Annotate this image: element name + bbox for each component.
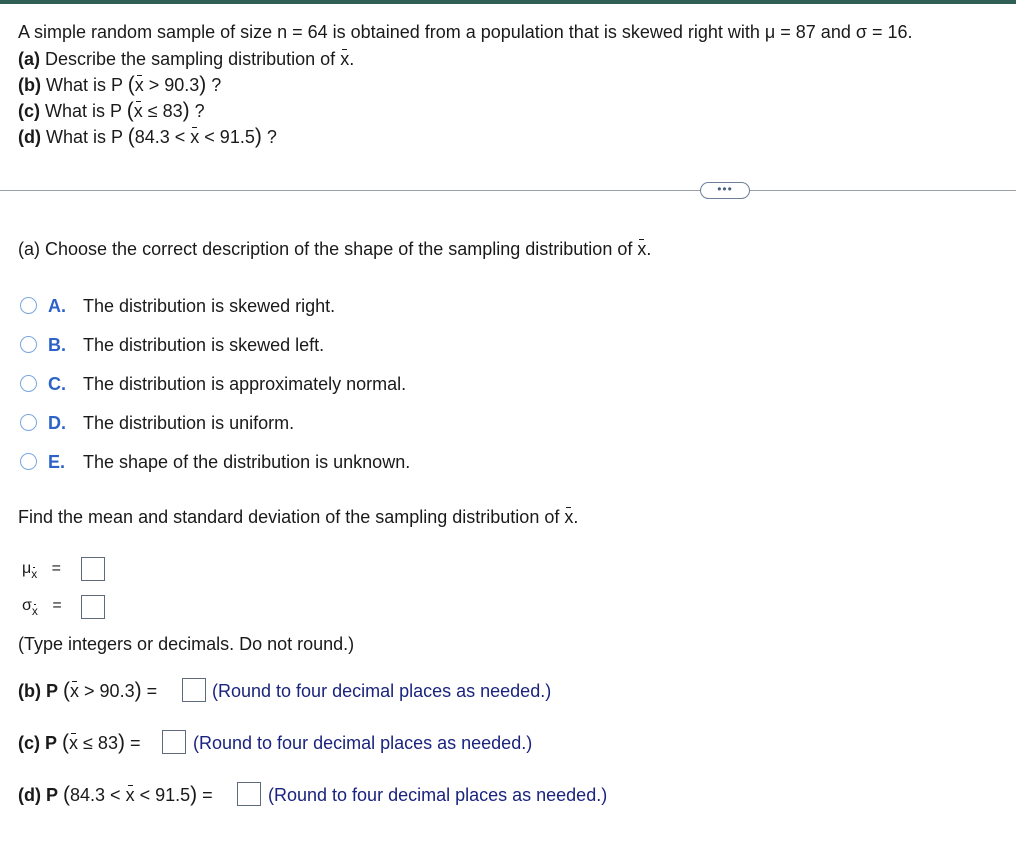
option-letter: D. (48, 413, 66, 433)
answer-d-input[interactable] (237, 782, 261, 806)
option-text: The distribution is skewed left. (83, 335, 325, 355)
xbar-symbol: x (133, 101, 143, 121)
question-d-left: 84.3 < (134, 127, 186, 147)
sigma-xbar-label (22, 597, 62, 618)
option-letter: C. (48, 374, 66, 394)
question-c: (c) What is P (x ≤ 83) ? (18, 99, 205, 122)
qmark: ? (266, 127, 277, 147)
standard-deviation-input[interactable] (81, 595, 105, 619)
section-divider (0, 190, 1016, 191)
option-letter: B. (48, 335, 66, 355)
question-d-label: (d) (18, 127, 41, 147)
xbar-symbol: x (70, 681, 80, 701)
qmark: ? (211, 75, 222, 95)
answer-d-left: 84.3 < (70, 785, 121, 805)
answer-b-input[interactable] (182, 678, 206, 702)
answer-d-right: < 91.5 (139, 785, 191, 805)
answer-b-condition: > 90.3 (84, 681, 135, 701)
xbar-symbol: x (564, 507, 574, 527)
question-d-right: < 91.5 (204, 127, 255, 147)
question-b: (b) What is P (x > 90.3) ? (18, 73, 222, 96)
answer-c-condition: ≤ 83 (83, 733, 118, 753)
option-letter: A. (48, 296, 66, 316)
answer-b-hint: (Round to four decimal places as needed.) (212, 681, 552, 701)
answer-c-hint: (Round to four decimal places as needed.) (193, 733, 533, 753)
question-d-text: What is P (46, 127, 123, 147)
mean-sd-prompt-text: Find the mean and standard deviation of the sampling distribution of (18, 507, 560, 527)
part-a-prompt (18, 238, 651, 260)
answer-d-hint: (Round to four decimal places as needed.) (268, 785, 608, 805)
period: . (646, 239, 652, 259)
mu-symbol: μ (22, 560, 32, 577)
answer-d-row: (d) P (84.3 < x < 91.5) = (18, 783, 213, 806)
option-text: The distribution is skewed right. (83, 296, 336, 316)
question-b-text: What is P (46, 75, 123, 95)
statement-text: A simple random sample of size n = 64 is obtained from a population that is skewed right with μ = 87 and σ = 16. (18, 22, 913, 42)
question-a-text: Describe the sampling distribution of (45, 49, 336, 69)
option-text: The distribution is approximately normal. (83, 374, 407, 394)
top-accent-bar (0, 0, 1016, 4)
xbar-symbol: x (190, 127, 200, 147)
radio-button-c[interactable] (20, 375, 37, 392)
equals-sign: = (51, 560, 62, 577)
xbar-subscript: x (31, 604, 38, 618)
equals-sign: = (52, 597, 62, 614)
xbar-symbol: x (637, 239, 647, 259)
xbar-symbol: x (69, 733, 79, 753)
xbar-symbol: x (125, 785, 135, 805)
answer-d-label: (d) P (18, 785, 58, 805)
option-text: The distribution is uniform. (83, 413, 295, 433)
qmark: ? (194, 101, 205, 121)
problem-statement (18, 21, 912, 43)
xbar-subscript: x (31, 567, 38, 581)
answer-b-label: (b) P (18, 681, 58, 701)
radio-button-d[interactable] (20, 414, 37, 431)
option-text: The shape of the distribution is unknown. (83, 452, 411, 472)
type-hint: (Type integers or decimals. Do not round.) (18, 634, 355, 654)
answer-c-label: (c) P (18, 733, 58, 753)
equals-sign: = (202, 785, 213, 805)
mean-sd-prompt (18, 506, 578, 528)
radio-button-b[interactable] (20, 336, 37, 353)
equals-sign: = (129, 733, 141, 753)
more-options-button[interactable]: ••• (700, 182, 750, 199)
period: . (573, 507, 579, 527)
radio-button-e[interactable] (20, 453, 37, 470)
option-letter: E. (48, 452, 66, 472)
answer-b-row: (b) P (x > 90.3) = (18, 679, 158, 702)
xbar-symbol: x (340, 49, 350, 69)
xbar-symbol: x (134, 75, 144, 95)
question-a-label: (a) (18, 49, 40, 69)
question-c-text: What is P (45, 101, 122, 121)
radio-button-a[interactable] (20, 297, 37, 314)
question-b-label: (b) (18, 75, 41, 95)
sigma-symbol: σ (22, 597, 32, 614)
question-a (18, 48, 354, 70)
answer-c-row: (c) P (x ≤ 83) = (18, 731, 141, 754)
question-c-label: (c) (18, 101, 40, 121)
mu-xbar-label (22, 560, 62, 581)
question-d: (d) What is P (84.3 < x < 91.5) ? (18, 125, 277, 148)
question-c-condition: ≤ 83 (147, 101, 183, 121)
period: . (349, 49, 355, 69)
equals-sign: = (146, 681, 158, 701)
mean-input[interactable] (81, 557, 105, 581)
question-b-condition: > 90.3 (148, 75, 200, 95)
part-a-prompt-text: (a) Choose the correct description of the shape of the sampling distribution of (18, 239, 633, 259)
answer-c-input[interactable] (162, 730, 186, 754)
